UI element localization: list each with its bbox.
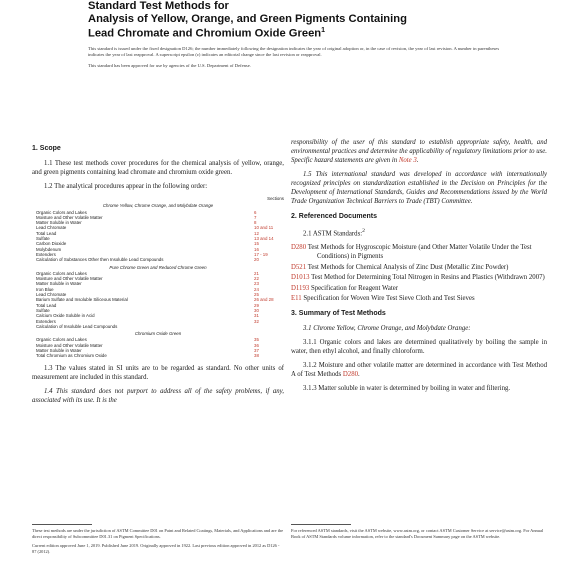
ref-code-link[interactable]: D1193 — [291, 284, 310, 292]
scope-heading: 1. Scope — [32, 145, 61, 152]
table-section-title: Chrome Yellow, Chrome Orange, and Molybdate Orange — [102, 203, 214, 209]
row-name: Moisture and Other Volatile Matter — [36, 214, 103, 220]
right-column — [291, 138, 547, 398]
list-item — [291, 294, 547, 303]
row-name: Lead Chromate — [36, 292, 67, 298]
title-footnote-ref: 1 — [321, 27, 326, 34]
row-section[interactable]: 32 — [254, 318, 259, 324]
row-section[interactable]: 22 — [254, 276, 259, 282]
row-section[interactable]: 16 — [254, 246, 259, 252]
row-name: Sulfate — [36, 307, 50, 313]
para-3-1-2-text: 3.1.2 Moisture and other volatile matter are determined in accordance with Test Method A of Test Methods — [291, 362, 547, 379]
row-name: Moisture and Other Volatile Matter — [36, 342, 103, 348]
list-item — [291, 243, 547, 261]
row-name: Total Lead — [36, 302, 57, 308]
row-section[interactable]: 26 and 28 — [254, 297, 274, 303]
table-section-title: Chromium Oxide Green — [134, 331, 182, 337]
row-name: Lead Chromate — [36, 225, 67, 231]
row-section[interactable]: 12 — [254, 230, 259, 236]
procedures-table — [32, 196, 284, 359]
row-name: Moisture and Other Volatile Matter — [36, 276, 103, 282]
footnote-2: For referenced ASTM standards, visit the ASTM website, www.astm.org, or contact ASTM Customer Service at service@astm.org. For Annual Book of ASTM Standards volume information, refer to the standard's Document Summary page on the ASTM website. — [291, 528, 544, 539]
para-3-1-2: 3.1.2 Moisture and other volatile matter are determined in accordance with Test Method A of Test Methods D280. — [291, 362, 547, 379]
row-section[interactable]: 38 — [254, 353, 259, 359]
footnote-1b: Current edition approved June 1, 2019. Published June 2019. Originally approved in 1922. Last previous edition approved in 2012 as D126 - 87 (2012). — [32, 543, 280, 554]
table-row — [32, 324, 284, 329]
row-section[interactable] — [254, 324, 284, 329]
row-section[interactable]: 17 - 19 — [254, 251, 268, 257]
reference-list — [291, 243, 547, 303]
title-line-2: Analysis of Yellow, Orange, and Green Pigments Containing — [88, 12, 407, 25]
list-item — [291, 273, 547, 282]
table-col-head: Sections — [267, 196, 284, 201]
row-name: Molybdenum — [36, 246, 62, 252]
title-line-3 — [88, 25, 528, 40]
row-section[interactable]: 6 — [254, 209, 257, 215]
footnote-1: These test methods are under the jurisdiction of ASTM Committee D01 on Paint and Related Coatings, Materials, and Applications and are the direct responsibility of Subcommittee D01.31 on Pigment Specifications. — [32, 528, 284, 539]
row-name: Total Lead — [36, 230, 57, 236]
left-column — [32, 138, 284, 410]
para-2-1 — [291, 227, 547, 238]
row-name: Carbon Dioxide — [36, 241, 67, 247]
row-name: Organic Colors and Lakes — [36, 270, 87, 276]
header-notes — [88, 46, 508, 74]
para-1-5: 1.5 This international standard was developed in accordance with internationally recognized principles on standardization established in the Decision on Principles for the Development of International Standards, Guides and Recommendations issued by the World Trade Organization Technical Barriers to Trade (TBT) Committee. — [291, 171, 547, 205]
row-name: Calculation of Insoluble Lead Compounds — [36, 323, 118, 329]
note-3-link[interactable]: Note 3 — [398, 157, 417, 164]
ref-code-link[interactable]: D280 — [291, 244, 307, 252]
table-row — [32, 353, 284, 358]
ref-code-link[interactable]: E11 — [291, 295, 302, 303]
ref-title: Test Method for Determining Total Nitrogen in Resins and Plastics (Withdrawn 2007) — [311, 274, 545, 282]
list-item — [291, 284, 547, 293]
row-name: Calcium Oxide Soluble in Acid — [36, 313, 95, 319]
row-section[interactable]: 37 — [254, 348, 259, 354]
footnotes-left — [32, 524, 284, 558]
row-name: Total Chromium as Chromium Oxide — [36, 353, 107, 359]
row-section[interactable]: 31 — [254, 313, 259, 319]
ref-code-link[interactable]: D1013 — [291, 274, 310, 282]
row-section[interactable]: 7 — [254, 214, 257, 220]
referenced-documents-heading: 2. Referenced Documents — [291, 213, 377, 220]
row-section[interactable]: 24 — [254, 286, 259, 292]
row-name: Extenders — [36, 318, 56, 324]
para-1-4-cont-text: responsibility of the user of this standard to establish appropriate safety, health, and environmental practices and determine the applicability of regulatory limitations prior to use. Specific hazard statements are given in — [291, 139, 547, 164]
row-name: Matter Soluble in Water — [36, 281, 82, 287]
designation-note: This standard is issued under the fixed designation D126; the number immediately following the designation indicates the year of original adoption or, in the case of revision, the year of last revision. A number in parentheses indicates the year of last reapproval. A superscript epsilon (ε) indicates an editorial change since the last revision or reapproval. — [88, 46, 500, 57]
row-name: Matter Soluble in Water — [36, 220, 82, 226]
ref-code-link[interactable]: D521 — [291, 263, 307, 271]
para-1-2: 1.2 The analytical procedures appear in the following order: — [44, 183, 208, 190]
row-section[interactable]: 20 — [254, 257, 259, 263]
row-name: Iron Blue — [36, 286, 54, 292]
row-section[interactable]: 36 — [254, 342, 259, 348]
row-section[interactable]: 29 — [254, 302, 259, 308]
ref-title: Specification for Reagent Water — [310, 284, 399, 292]
para-3-1: 3.1 Chrome Yellow, Chrome Orange, and Molybdate Orange: — [303, 325, 471, 333]
para-2-1-text: 2.1 ASTM Standards: — [303, 230, 363, 238]
title-line-1: Standard Test Methods for — [88, 0, 229, 12]
para-3-1-3: 3.1.3 Matter soluble in water is determined by boiling in water and filtering. — [303, 385, 511, 393]
document-title — [88, 0, 528, 40]
summary-heading: 3. Summary of Test Methods — [291, 310, 386, 318]
para-1-3: 1.3 The values stated in SI units are to be regarded as standard. No other units of measurement are included in this standard. — [32, 364, 284, 381]
row-name: Matter Soluble in Water — [36, 348, 82, 354]
row-section[interactable]: 21 — [254, 270, 259, 276]
para-1-4: 1.4 This standard does not purport to address all of the safety problems, if any, associated with its use. It is the — [32, 387, 284, 404]
row-section[interactable]: 8 — [254, 220, 257, 226]
row-section[interactable]: 13 and 14 — [254, 236, 274, 242]
table-section-title: Pure Chrome Green and Reduced Chrome Green — [109, 264, 207, 270]
ref-title: Test Methods for Hygroscopic Moisture (and Other Matter Volatile Under the Test Conditions) in Pigments — [307, 244, 532, 261]
footnote-rule — [291, 524, 351, 525]
row-section[interactable]: 15 — [254, 241, 259, 247]
title-line-3-text: Lead Chromate and Chromium Oxide Green — [88, 27, 322, 40]
para-1-4-continued: responsibility of the user of this standard to establish appropriate safety, health, and environmental practices and determine the applicability of regulatory limitations prior to use. Specific hazard statements are given in Note 3. — [291, 139, 547, 164]
row-section[interactable]: 30 — [254, 307, 259, 313]
row-name: Calculation of Substances Other then Insoluble Lead Compounds — [36, 257, 164, 263]
table-row — [32, 257, 284, 262]
footnote-rule — [32, 524, 92, 525]
row-name: Organic Colors and Lakes — [36, 209, 87, 215]
para-3-1-1: 3.1.1 Organic colors and lakes are determined qualitatively by boiling the sample in water, then ethyl alcohol, and finally chloroform. — [291, 339, 547, 356]
d280-link[interactable]: D280 — [342, 371, 358, 379]
ref-title: Test Methods for Chemical Analysis of Zinc Dust (Metallic Zinc Powder) — [307, 263, 509, 271]
dod-note: This standard has been approved for use by agencies of the U.S. Department of Defense. — [88, 63, 251, 68]
para-1-1: 1.1 These test methods cover procedures for the chemical analysis of yellow, orange, and green pigments containing lead chromate and chromium oxide green. — [32, 160, 284, 176]
footnotes-right — [291, 524, 547, 543]
footnote-2-ref: 2 — [362, 228, 365, 234]
row-section[interactable]: 25 — [254, 292, 259, 298]
ref-title: Specification for Woven Wire Test Sieve Cloth and Test Sieves — [303, 295, 475, 303]
list-item — [291, 263, 547, 272]
row-name: Barium Sulfate and Insoluble Siliceous Material — [36, 297, 128, 303]
row-section[interactable]: 10 and 11 — [254, 225, 274, 231]
row-section[interactable]: 23 — [254, 281, 259, 287]
row-name: Extenders — [36, 251, 56, 257]
row-name: Organic Colors and Lakes — [36, 337, 87, 343]
row-section[interactable]: 35 — [254, 337, 259, 343]
row-name: Sulfate — [36, 236, 50, 242]
